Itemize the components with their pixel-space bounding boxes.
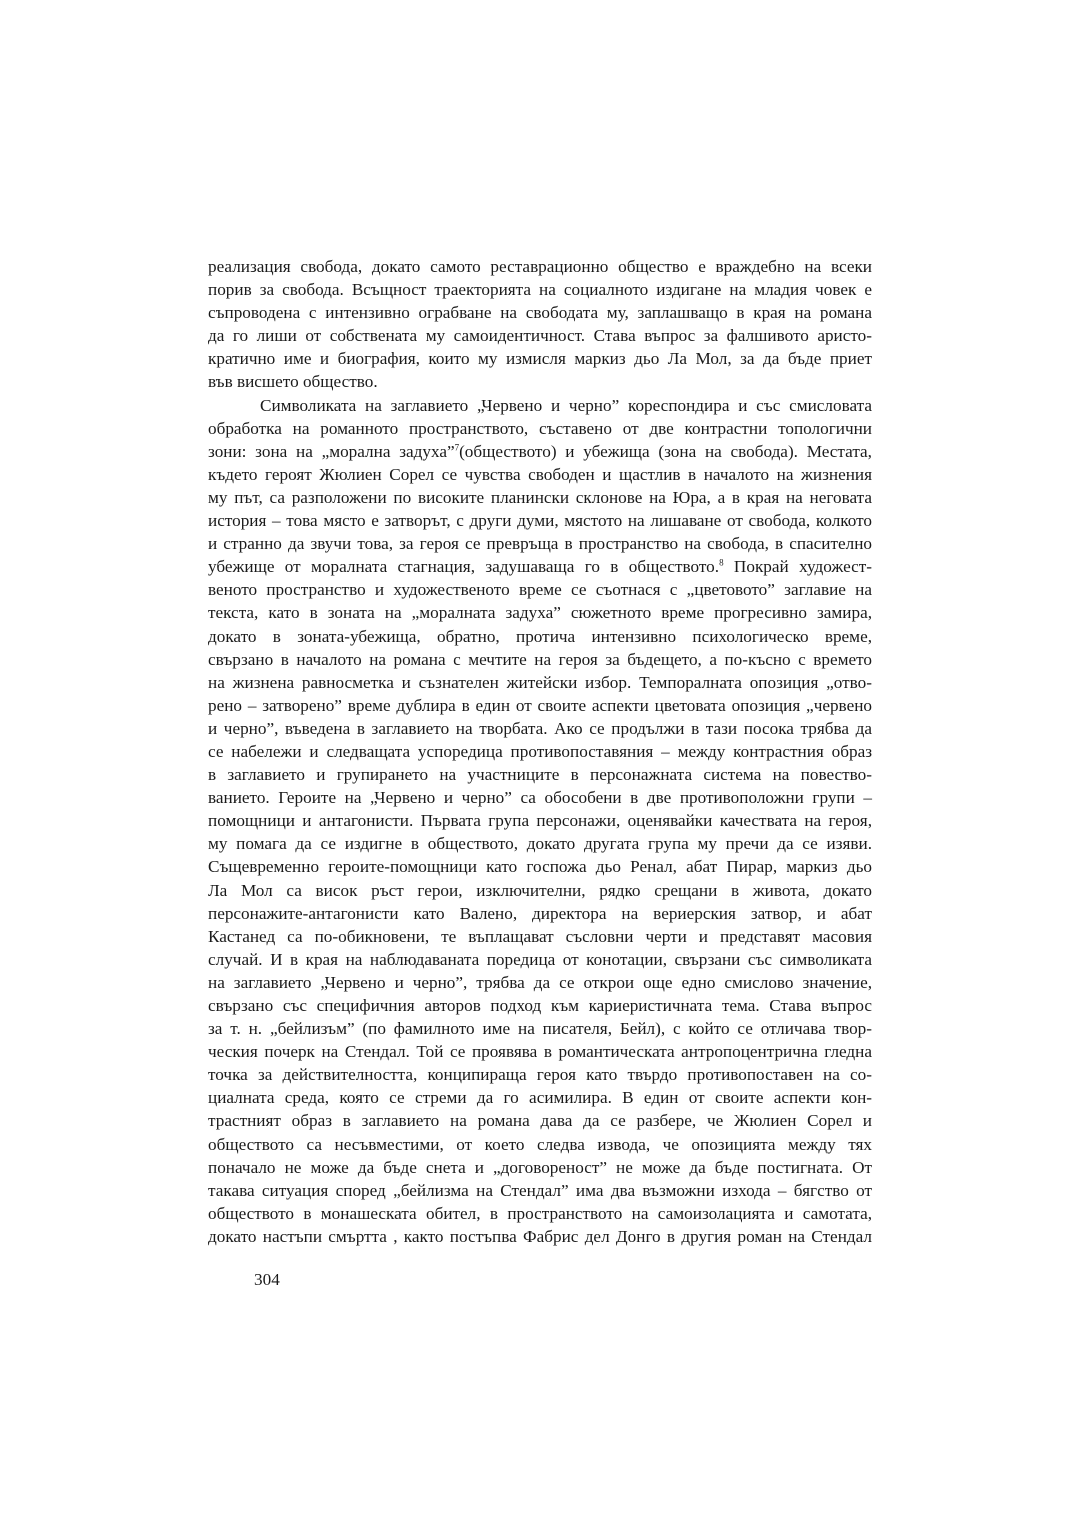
text-line: кратично име и биография, които му измисля маркиз дьо Ла Мол, за да бъде приет <box>208 349 872 369</box>
text-line: рено – затворено” време дублира в един от своите аспекти цветовата опозиция „червено <box>208 695 872 715</box>
text-line: такава ситуация според „бейлизма на Стендал” има два възможни изхода – бягство от <box>208 1180 872 1200</box>
text-line: ванието. Героите на „Червено и черно” са обособени в две противоположни групи – <box>208 788 872 808</box>
text-line: обществото в монашеската обител, в пространството на самоизолацията и самотата, <box>208 1203 872 1223</box>
text-line: точка за действителността, конципираща героя като твърдо противопоставен на со- <box>208 1065 872 1085</box>
text-segment: Покрай художест- <box>723 557 872 577</box>
text-line: циалната среда, която се стреми да го асимилира. В един от своите аспекти кон- <box>208 1088 872 1108</box>
text-line <box>208 440 872 463</box>
text-line: обществото са несъвместими, от което следва извода, че опозицията между тях <box>208 1134 872 1154</box>
text-line: да го лиши от собствената му самоидентичност. Става въпрос за фалшивото аристо- <box>208 326 872 346</box>
text-line: порив за свобода. Всъщност траекторията на социалното издигане на младия човек е <box>208 280 872 300</box>
text-line: Кастанед са по-обикновени, те въплащават съсловни черти и представят масовия <box>208 926 872 946</box>
text-line: където героят Жюлиен Сорел се чувства свободен и щастлив в началото на жизнения <box>208 464 872 484</box>
text-line: докато настъпи смъртта , както постъпва Фабрис дел Донго в другия роман на Стендал <box>208 1226 872 1246</box>
text-line: случай. И в края на наблюдаваната поредица от конотации, свързани със символиката <box>208 949 872 969</box>
text-line: се набележи и следващата успоредица противопоставяния – между контрастния образ <box>208 741 872 761</box>
text-line: на жизнена равносметка и съзнателен житейски избор. Темпоралната опозиция „отво- <box>208 672 872 692</box>
page-number: 304 <box>254 1270 280 1289</box>
text-line: обработка на романното пространството, съставено от две контрастни топологични <box>208 418 872 438</box>
text-line: персонажите-антагонисти като Валено, директора на вериерския затвор, и абат <box>208 903 872 923</box>
text-line <box>208 555 872 578</box>
text-line: съпроводена с интензивно ограбване на свободата му, заплашващо в края на романа <box>208 303 872 323</box>
text-line: трастният образ в заглавието на романа дава да се разбере, че Жюлиен Сорел и <box>208 1111 872 1131</box>
body-text <box>208 255 872 1248</box>
text-line: помощници и антагонисти. Първата група персонажи, оценявайки качествата на героя, <box>208 811 872 831</box>
footnote-ref[interactable]: 7 <box>454 442 460 453</box>
text-line: история – това място е затворът, с други думи, мястото на лишаване от свобода, колкото <box>208 511 872 531</box>
text-line: и странно да звучи това, за героя се превръща в пространство на свобода, в спасително <box>208 534 872 554</box>
text-line: му помага да се издигне в обществото, докато другата група му пречи да се изяви. <box>208 834 872 854</box>
text-line: и черно”, въведена в заглавието на творбата. Ако се продължи в тази посока трябва да <box>208 718 872 738</box>
text-line: на заглавието „Червено и черно”, трябва да се открои още едно смислово значение, <box>208 972 872 992</box>
text-line: за т. н. „бейлизъм” (по фамилното име на писателя, Бейл), с който се отличава твор- <box>208 1019 872 1039</box>
text-line: му път, са разположени по високите планински склонове на Юра, а в края на неговата <box>208 487 872 507</box>
text-line: ческия почерк на Стендал. Той се проявява в романтическата антропоцентрична гледна <box>208 1042 872 1062</box>
text-line: във висшето общество. <box>208 372 378 392</box>
text-line: в заглавието и групирането на участниците в персонажната система на повество- <box>208 765 872 785</box>
footnote-ref[interactable]: 8 <box>719 557 724 568</box>
text-line: докато в зоната-убежища, обратно, протича интензивно психологическо време, <box>208 626 872 646</box>
text-line: поначало не може да бъде снета и „договореност” не може да бъде постигната. От <box>208 1157 872 1177</box>
text-line: свързано със специфичния авторов подход към кариеристичната тема. Става въпрос <box>208 996 872 1015</box>
text-line: текста, като в зоната на „моралната задуха” сюжетното време прогресивно замира, <box>208 603 872 623</box>
paragraph-first-line: Символиката на заглавието „Червено и черно” кореспондира и със смисловата <box>260 395 872 415</box>
text-line: свързано в началото на романа с мечтите на героя за бъдещето, а по-късно с времето <box>208 649 872 669</box>
text-line: Същевременно героите-помощници като госпожа дьо Ренал, абат Пирар, маркиз дьо <box>208 857 872 877</box>
text-segment: зони: зона на „морална задуха” <box>208 441 455 461</box>
text-segment: убежище от моралната стагнация, задушаваща го в обществото. <box>208 557 720 577</box>
text-line: Ла Мол са висок ръст герои, изключителни, рядко срещани в живота, докато <box>208 880 872 900</box>
text-line: веното пространство и художественото време се съотнася с „цветовото” заглавие на <box>208 580 872 600</box>
text-segment: (обществото) и убежища (зона на свобода). Местата, <box>459 441 872 461</box>
text-line: реализация свобода, докато самото реставрационно общество е враждебно на всеки <box>208 257 872 276</box>
